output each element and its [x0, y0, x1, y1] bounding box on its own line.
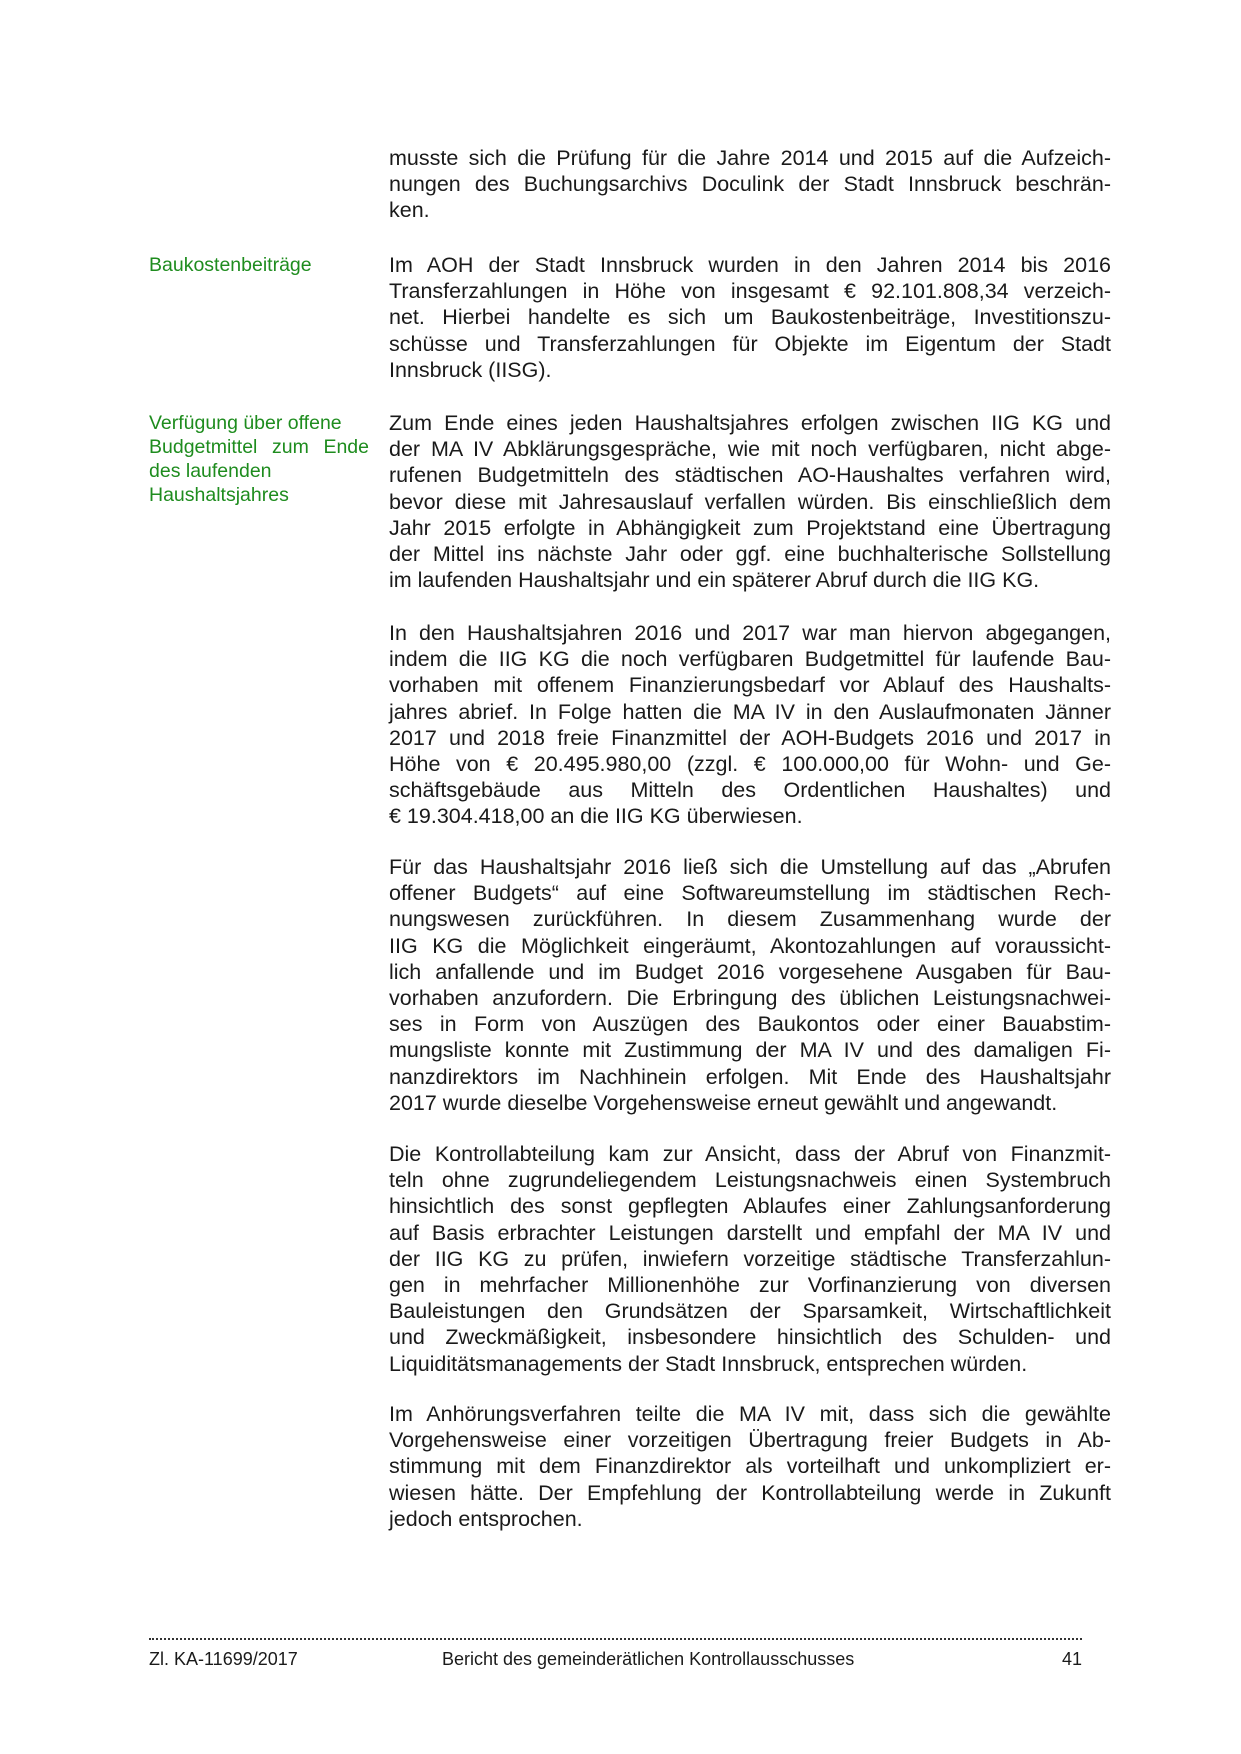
text-line: stimmung mit dem Finanzdirektor als vorteilhaft und unkompliziert er-	[389, 1454, 1111, 1479]
text-line: bevor diese mit Jahresauslauf verfallen würden. Bis einschließlich dem	[389, 489, 1111, 514]
text-line: rufenen Budgetmitteln des städtischen AO-Haushaltes verfahren wird,	[389, 463, 1111, 488]
margin-note-line: Haushaltsjahres	[149, 484, 289, 506]
text-line: Für das Haushaltsjahr 2016 ließ sich die Umstellung auf das „Abrufen	[389, 855, 1111, 879]
text-line: Innsbruck (IISG).	[389, 357, 552, 382]
text-line: Zum Ende eines jeden Haushaltsjahres erfolgen zwischen IIG KG und	[389, 411, 1111, 435]
text-line: Jahr 2015 erfolgte in Abhängigkeit zum Projektstand eine Übertragung	[389, 515, 1111, 540]
page-number: 41	[1061, 1649, 1082, 1669]
text-line: ken.	[389, 198, 430, 223]
text-line: der MA IV Abklärungsgespräche, wie mit noch verfügbaren, nicht abge-	[389, 437, 1111, 462]
text-line: Höhe von € 20.495.980,00 (zzgl. € 100.000,00 für Wohn- und Ge-	[389, 752, 1111, 777]
footer-reference: Zl. KA-11699/2017	[149, 1649, 298, 1669]
paragraph-continuation	[389, 145, 1111, 224]
text-line: 2017 wurde dieselbe Vorgehensweise erneut gewählt und angewandt.	[389, 1090, 1058, 1115]
text-line: Die Kontrollabteilung kam zur Ansicht, dass der Abruf von Finanzmit-	[389, 1142, 1111, 1166]
text-line: Im Anhörungsverfahren teilte die MA IV mit, dass sich die gewählte	[389, 1402, 1111, 1426]
text-line: schüsse und Transferzahlungen für Objekte im Eigentum der Stadt	[389, 331, 1111, 356]
footer-title: Bericht des gemeinderätlichen Kontrollausschusses	[442, 1649, 855, 1669]
margin-note-line: Baukostenbeiträge	[149, 254, 312, 276]
paragraph-baukostenbeitraege	[389, 252, 1111, 383]
text-line: Transferzahlungen in Höhe von insgesamt € 92.101.808,34 verzeich-	[389, 279, 1111, 304]
text-line: 2017 und 2018 freie Finanzmittel der AOH-Budgets 2016 und 2017 in	[389, 725, 1111, 750]
paragraph-kontrollabteilung	[389, 1141, 1111, 1377]
text-line: jedoch entsprochen.	[389, 1506, 583, 1531]
margin-note-line: Verfügung über offene	[149, 412, 342, 434]
text-line: ses in Form von Auszügen des Baukontos oder einer Bauabstim-	[389, 1012, 1111, 1037]
text-line: der IIG KG zu prüfen, inwiefern vorzeitige städtische Transferzahlun-	[389, 1246, 1111, 1271]
text-line: € 19.304.418,00 an die IIG KG überwiesen.	[389, 804, 803, 829]
text-line: lich anfallende und im Budget 2016 vorgesehene Ausgaben für Bau-	[389, 959, 1111, 984]
text-line: musste sich die Prüfung für die Jahre 2014 und 2015 auf die Aufzeich-	[389, 146, 1111, 170]
text-line: mungsliste konnte mit Zustimmung der MA IV und des damaligen Fi-	[389, 1038, 1111, 1063]
text-line: hinsichtlich des sonst gepflegten Ablaufes einer Zahlungsanforderung	[389, 1194, 1111, 1219]
text-line: und Zweckmäßigkeit, insbesondere hinsichtlich des Schulden- und	[389, 1325, 1111, 1350]
paragraph-anhoerungsverfahren	[389, 1401, 1111, 1532]
text-line: nungswesen zurückführen. In diesem Zusammenhang wurde der	[389, 907, 1111, 932]
margin-note-line: Budgetmittel zum Ende	[149, 436, 369, 458]
margin-note-baukostenbeitraege	[149, 253, 369, 277]
text-line: In den Haushaltsjahren 2016 und 2017 war man hiervon abgegangen,	[389, 621, 1111, 645]
text-line: auf Basis erbrachter Leistungen darstellt und empfahl der MA IV und	[389, 1220, 1111, 1245]
text-line: offener Budgets“ auf eine Softwareumstellung im städtischen Rech-	[389, 881, 1111, 906]
text-line: Vorgehensweise einer vorzeitigen Übertragung freier Budgets in Ab-	[389, 1428, 1111, 1453]
paragraph-haushaltsjahre	[389, 620, 1111, 830]
text-line: der Mittel ins nächste Jahr oder ggf. eine buchhalterische Sollstellung	[389, 542, 1111, 567]
text-line: schäftsgebäude aus Mitteln des Ordentlichen Haushaltes) und	[389, 778, 1111, 803]
footer-divider	[149, 1638, 1082, 1640]
text-line: vorhaben anzufordern. Die Erbringung des üblichen Leistungsnachwei-	[389, 986, 1111, 1011]
text-line: nanzdirektors im Nachhinein erfolgen. Mit Ende des Haushaltsjahr	[389, 1064, 1111, 1089]
text-line: indem die IIG KG die noch verfügbaren Budgetmittel für laufende Bau-	[389, 647, 1111, 672]
text-line: Bauleistungen den Grundsätzen der Sparsamkeit, Wirtschaftlichkeit	[389, 1299, 1111, 1324]
margin-note-budgetmittel	[149, 411, 369, 507]
text-line: wiesen hätte. Der Empfehlung der Kontrollabteilung werde in Zukunft	[389, 1480, 1111, 1505]
text-line: im laufenden Haushaltsjahr und ein späterer Abruf durch die IIG KG.	[389, 568, 1040, 593]
text-line: vorhaben mit offenem Finanzierungsbedarf vor Ablauf des Haushalts-	[389, 673, 1111, 698]
margin-note-line: des laufenden	[149, 460, 272, 482]
text-line: nungen des Buchungsarchivs Doculink der Stadt Innsbruck beschrän-	[389, 172, 1111, 197]
text-line: jahres abrief. In Folge hatten die MA IV in den Auslaufmonaten Jänner	[389, 699, 1111, 724]
text-line: Im AOH der Stadt Innsbruck wurden in den Jahren 2014 bis 2016	[389, 253, 1111, 277]
text-line: net. Hierbei handelte es sich um Baukostenbeiträge, Investitionszu-	[389, 305, 1111, 330]
paragraph-budgetmittel	[389, 410, 1111, 593]
text-line: IIG KG die Möglichkeit eingeräumt, Akontozahlungen auf voraussicht-	[389, 933, 1111, 958]
text-line: Liquiditätsmanagements der Stadt Innsbruck, entsprechen würden.	[389, 1351, 1028, 1376]
paragraph-umstellung	[389, 854, 1111, 1116]
text-line: gen in mehrfacher Millionenhöhe zur Vorfinanzierung von diversen	[389, 1273, 1111, 1298]
text-line: teln ohne zugrundeliegendem Leistungsnachweis einen Systembruch	[389, 1168, 1111, 1193]
